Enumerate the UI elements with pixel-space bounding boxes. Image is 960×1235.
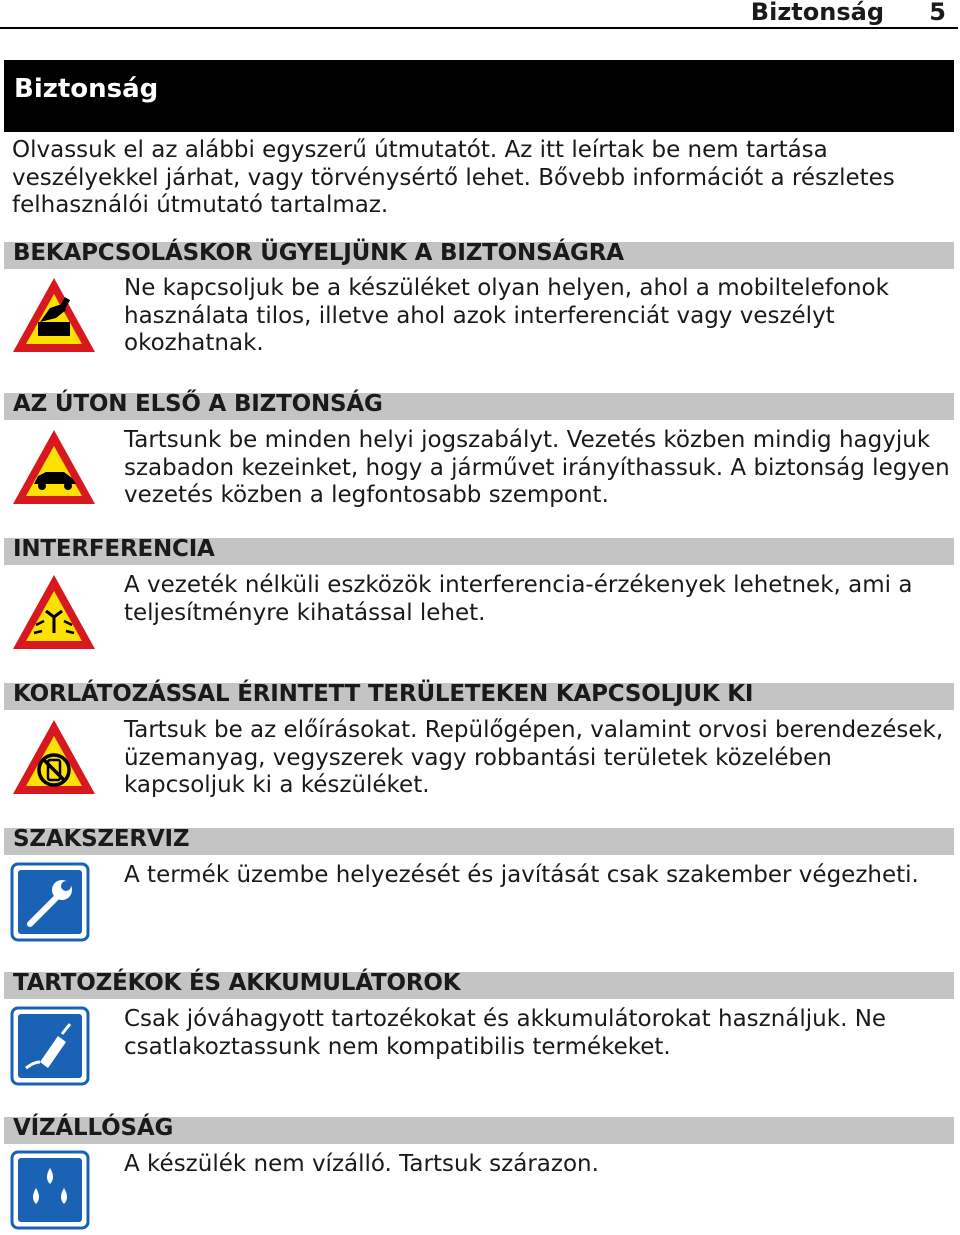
section-bar-accessories <box>4 972 954 999</box>
intro-paragraph: Olvassuk el az alábbi egyszerű útmutatót. Az itt leírtak be nem tartása veszélyekkel járhat, vagy törvénysértő lehet. Bővebb információt a részletes felhasználói útmutató tartalmaz. <box>12 137 895 218</box>
section-bar-switch-on-safely <box>4 242 954 269</box>
section-text: A termék üzembe helyezését és javítását csak szakember végezheti. <box>124 862 919 888</box>
phone-prohibited-icon <box>10 716 98 798</box>
section-text: Tartsuk be az előírásokat. Repülőgépen, valamint orvosi berendezések, üzemanyag, vegyszerek vagy robbantási területek közelében kapcsoljuk ki a készüléket. <box>124 717 944 798</box>
section-text: Tartsunk be minden helyi jogszabályt. Vezetés közben mindig hagyjuk szabadon kezeinket, hogy a járművet irányíthassuk. A biztonság legyen vezetés közben a legfontosabb szempont. <box>124 427 950 508</box>
section-title: TARTOZÉKOK ÉS AKKUMULÁTOROK <box>13 970 461 996</box>
page-number: 5 <box>929 0 946 26</box>
section-title: KORLÁTOZÁSSAL ÉRINTETT TERÜLETEKEN KAPCSOLJUK KI <box>13 681 754 707</box>
page-header <box>0 0 960 30</box>
section-bar-water-resistance <box>4 1117 954 1144</box>
section-title: BEKAPCSOLÁSKOR ÜGYELJÜNK A BIZTONSÁGRA <box>13 240 624 266</box>
water-drops-icon <box>10 1150 98 1232</box>
car-warning-icon <box>10 426 98 508</box>
section-text: Csak jóváhagyott tartozékokat és akkumulátorokat használjuk. Ne csatlakoztassunk nem kompatibilis termékeket. <box>124 1006 887 1060</box>
section-bar-service <box>4 828 954 855</box>
wrench-icon <box>10 862 98 944</box>
section-title: SZAKSZERVIZ <box>13 826 190 852</box>
header-divider <box>0 27 958 29</box>
chapter-title: Biztonság <box>14 74 159 104</box>
chapter-title-bar <box>4 60 954 132</box>
section-bar-interference <box>4 538 954 565</box>
charger-plug-icon <box>10 1006 98 1088</box>
switch-on-safely-icon <box>10 274 98 356</box>
section-text: Ne kapcsoljuk be a készüléket olyan helyen, ahol a mobiltelefonok használata tilos, illetve ahol azok interferenciát vagy veszélyt okozhatnak. <box>124 275 889 356</box>
section-title: VÍZÁLLÓSÁG <box>13 1115 174 1141</box>
section-title: AZ ÚTON ELSŐ A BIZTONSÁG <box>13 391 383 417</box>
section-title: INTERFERENCIA <box>13 536 215 562</box>
section-text: A vezeték nélküli eszközök interferencia-érzékenyek lehetnek, ami a teljesítményre kihatással lehet. <box>124 572 913 626</box>
section-bar-restricted-areas <box>4 683 954 710</box>
section-bar-road-safety <box>4 393 954 420</box>
section-text: A készülék nem vízálló. Tartsuk szárazon. <box>124 1151 599 1177</box>
running-header-title: Biztonság <box>750 0 884 26</box>
interference-warning-icon <box>10 571 98 653</box>
